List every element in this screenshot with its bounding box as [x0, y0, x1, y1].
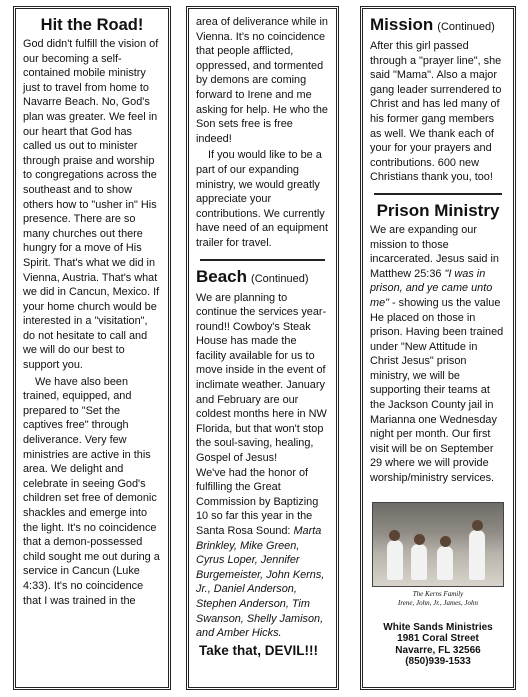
photo-figure: [437, 546, 453, 580]
column-beach: [186, 6, 339, 690]
family-photo: [372, 502, 504, 587]
prison-ministry-heading: Prison Ministry: [376, 200, 500, 220]
street-address: 1981 Coral Street: [397, 633, 479, 645]
column-hit-the-road: [13, 6, 171, 690]
beach-paragraph-2: [196, 466, 329, 641]
hit-the-road-heading: Hit the Road!: [40, 16, 144, 34]
caption-member-names: Irene, John, Jr., James, John: [397, 598, 479, 607]
photo-caption: [370, 590, 506, 608]
photo-figure: [469, 530, 485, 580]
mission-heading-title: Mission: [370, 15, 434, 34]
prison-body-text: - showing us the value He placed on those in prison. Having been trained under "New Attitude in Christ Jesus" prison ministry, we will be supporting their teams at the Jackson County jail in Marianna one Wednesday night per month. Our first visit will be on September 29 where we will provide worship/ministry services.: [370, 296, 504, 485]
photo-head: [389, 530, 400, 541]
mission-paragraph: After this girl passed through a "prayer line", she said "Mama". Also a major gang leader surrendered to Christ and has led many of his former gang members as well. We thank each of your for your prayers and contributions. 600 new Christians thank you, too!: [370, 40, 502, 184]
photo-figure: [387, 540, 403, 580]
section-divider: [200, 259, 325, 261]
deliverance-paragraph: area of deliverance while in Vienna. It's no coincidence that people afflicted, oppressed, and tormented by demons are coming forward to Irene and me asking for help. He who the Son sets free is free indeed!: [196, 16, 328, 145]
prison-intro-text: We are expanding our mission to those incarcerated. Jesus said in Matthew 25:36: [370, 223, 499, 280]
photo-figure: [411, 544, 427, 580]
baptism-text: We've had the honor of fulfilling the Great Commission by Baptizing 10 so far this year in the Santa Rosa Sound:: [196, 466, 319, 537]
photo-head: [414, 534, 425, 545]
contact-block: [370, 622, 506, 668]
baptism-names: Marta Brinkley, Mike Green, Cyrus Loper, Jennifer Burgemeister, John Kerns, Jr., Daniel Anderson, Stephen Anderson, Tim Swanson, Shelly Jamison, and Amber Hicks.: [196, 525, 325, 640]
phone-number: (850)939-1533: [405, 656, 471, 668]
prison-ministry-paragraph: [370, 223, 506, 486]
mission-heading: [370, 15, 506, 37]
caption-family-name: The Kerns Family: [412, 589, 464, 598]
scripture-quote: "I was in prison, and ye came unto me": [370, 267, 493, 309]
section-divider: [374, 193, 502, 195]
beach-heading: [196, 267, 329, 289]
closing-line: Take that, DEVIL!!!: [199, 642, 319, 658]
photo-head: [440, 536, 451, 547]
hit-the-road-paragraph-1: God didn't fulfill the vision of our becoming a self-contained mobile ministry just to travel from home to Navarre Beach. No, God's plan was greater. We feel in our heart that God has called us out to minister through praise and worship to congregations across the southeast and to show others how to "usher in" His presence. There are so many churches out there hungry for a move of His Spirit. That's what we did in Vienna, Austria. That's what we did in Cancun, Mexico. If your home church would be interested in a "visitation", do not hesitate to call and we will do our best to support you.: [23, 38, 160, 372]
mission-heading-continued: (Continued): [437, 21, 495, 33]
beach-heading-title: Beach: [196, 266, 248, 286]
city-state-zip: Navarre, FL 32566: [395, 644, 481, 656]
beach-paragraph-1: We are planning to continue the services year-round!! Cowboy's Steak House has made the facility available for us to move inside in the event of inclimate weather. January and February are our coldest months here in NW Florida, but that won't stop the soul-saving, healing, Gospel of Jesus!: [196, 291, 327, 465]
beach-heading-continued: (Continued): [251, 272, 309, 285]
organization-name: White Sands Ministries: [383, 621, 493, 633]
column-mission-prison: [360, 6, 516, 690]
photo-head: [472, 520, 483, 531]
contributions-paragraph: If you would like to be a part of our expanding ministry, we would greatly appreciate your contributions. We currently have need of an equipment trailer for travel.: [196, 149, 329, 249]
hit-the-road-paragraph-2: We have also been trained, equipped, and prepared to "Set the captives free" through deliverance. Very few ministries are active in this area. We delight and celebrate in seeing God's children set free of demonic shackles and emerge into the light. It's no coincidence that a demon-possessed child sought me out during a service in Cancun (Luke 4:33). It's no coincidence that I was trained in the: [23, 375, 160, 607]
